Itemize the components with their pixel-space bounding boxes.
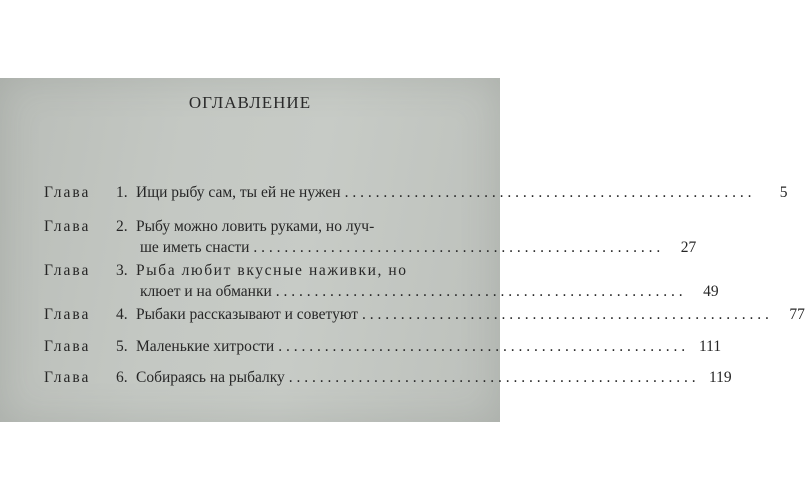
chapter-number: 3.	[116, 262, 128, 279]
dot-leader	[278, 338, 685, 356]
toc-entry	[44, 218, 697, 260]
chapter-number: 4.	[116, 306, 128, 323]
chapter-number: 6.	[116, 369, 128, 386]
chapter-label: Глава	[44, 262, 91, 279]
dot-leader	[253, 239, 660, 257]
page-number: 77	[789, 306, 805, 323]
toc-entry	[44, 184, 788, 205]
dot-leader	[362, 306, 769, 324]
chapter-title-line: клюет и на обманки	[140, 283, 272, 300]
chapter-title: Ищи рыбу сам, ты ей не нужен	[136, 184, 341, 201]
page-number: 5	[779, 184, 788, 201]
chapter-label: Глава	[44, 306, 91, 323]
chapter-number: 1.	[116, 184, 128, 201]
chapter-title-line: Рыбу можно ловить руками, но луч-	[136, 218, 375, 235]
chapter-title: Рыбаки рассказывают и советуют	[136, 306, 358, 323]
toc-entry	[44, 306, 805, 327]
chapter-title-line: ше иметь снасти	[140, 239, 250, 256]
chapter-title: Маленькие хитрости	[136, 338, 275, 355]
dot-leader	[276, 283, 683, 301]
chapter-title-line: Рыба любит вкусные наживки, но	[136, 262, 408, 279]
page-number: 111	[698, 338, 722, 355]
dot-leader	[345, 184, 752, 202]
dot-leader	[289, 369, 696, 387]
toc-entry	[44, 262, 719, 304]
chapter-number: 5.	[116, 338, 128, 355]
chapter-label: Глава	[44, 218, 91, 235]
chapter-label: Глава	[44, 338, 91, 355]
page-number: 49	[703, 283, 719, 300]
chapter-number: 2.	[116, 218, 128, 235]
toc-title: ОГЛАВЛЕНИЕ	[188, 93, 312, 112]
page-number: 119	[708, 369, 732, 386]
toc-entry	[44, 338, 722, 359]
chapter-title: Собираясь на рыбалку	[136, 369, 285, 386]
page-number: 27	[680, 239, 697, 256]
chapter-label: Глава	[44, 184, 91, 201]
toc-entry	[44, 369, 732, 390]
chapter-label: Глава	[44, 369, 91, 386]
